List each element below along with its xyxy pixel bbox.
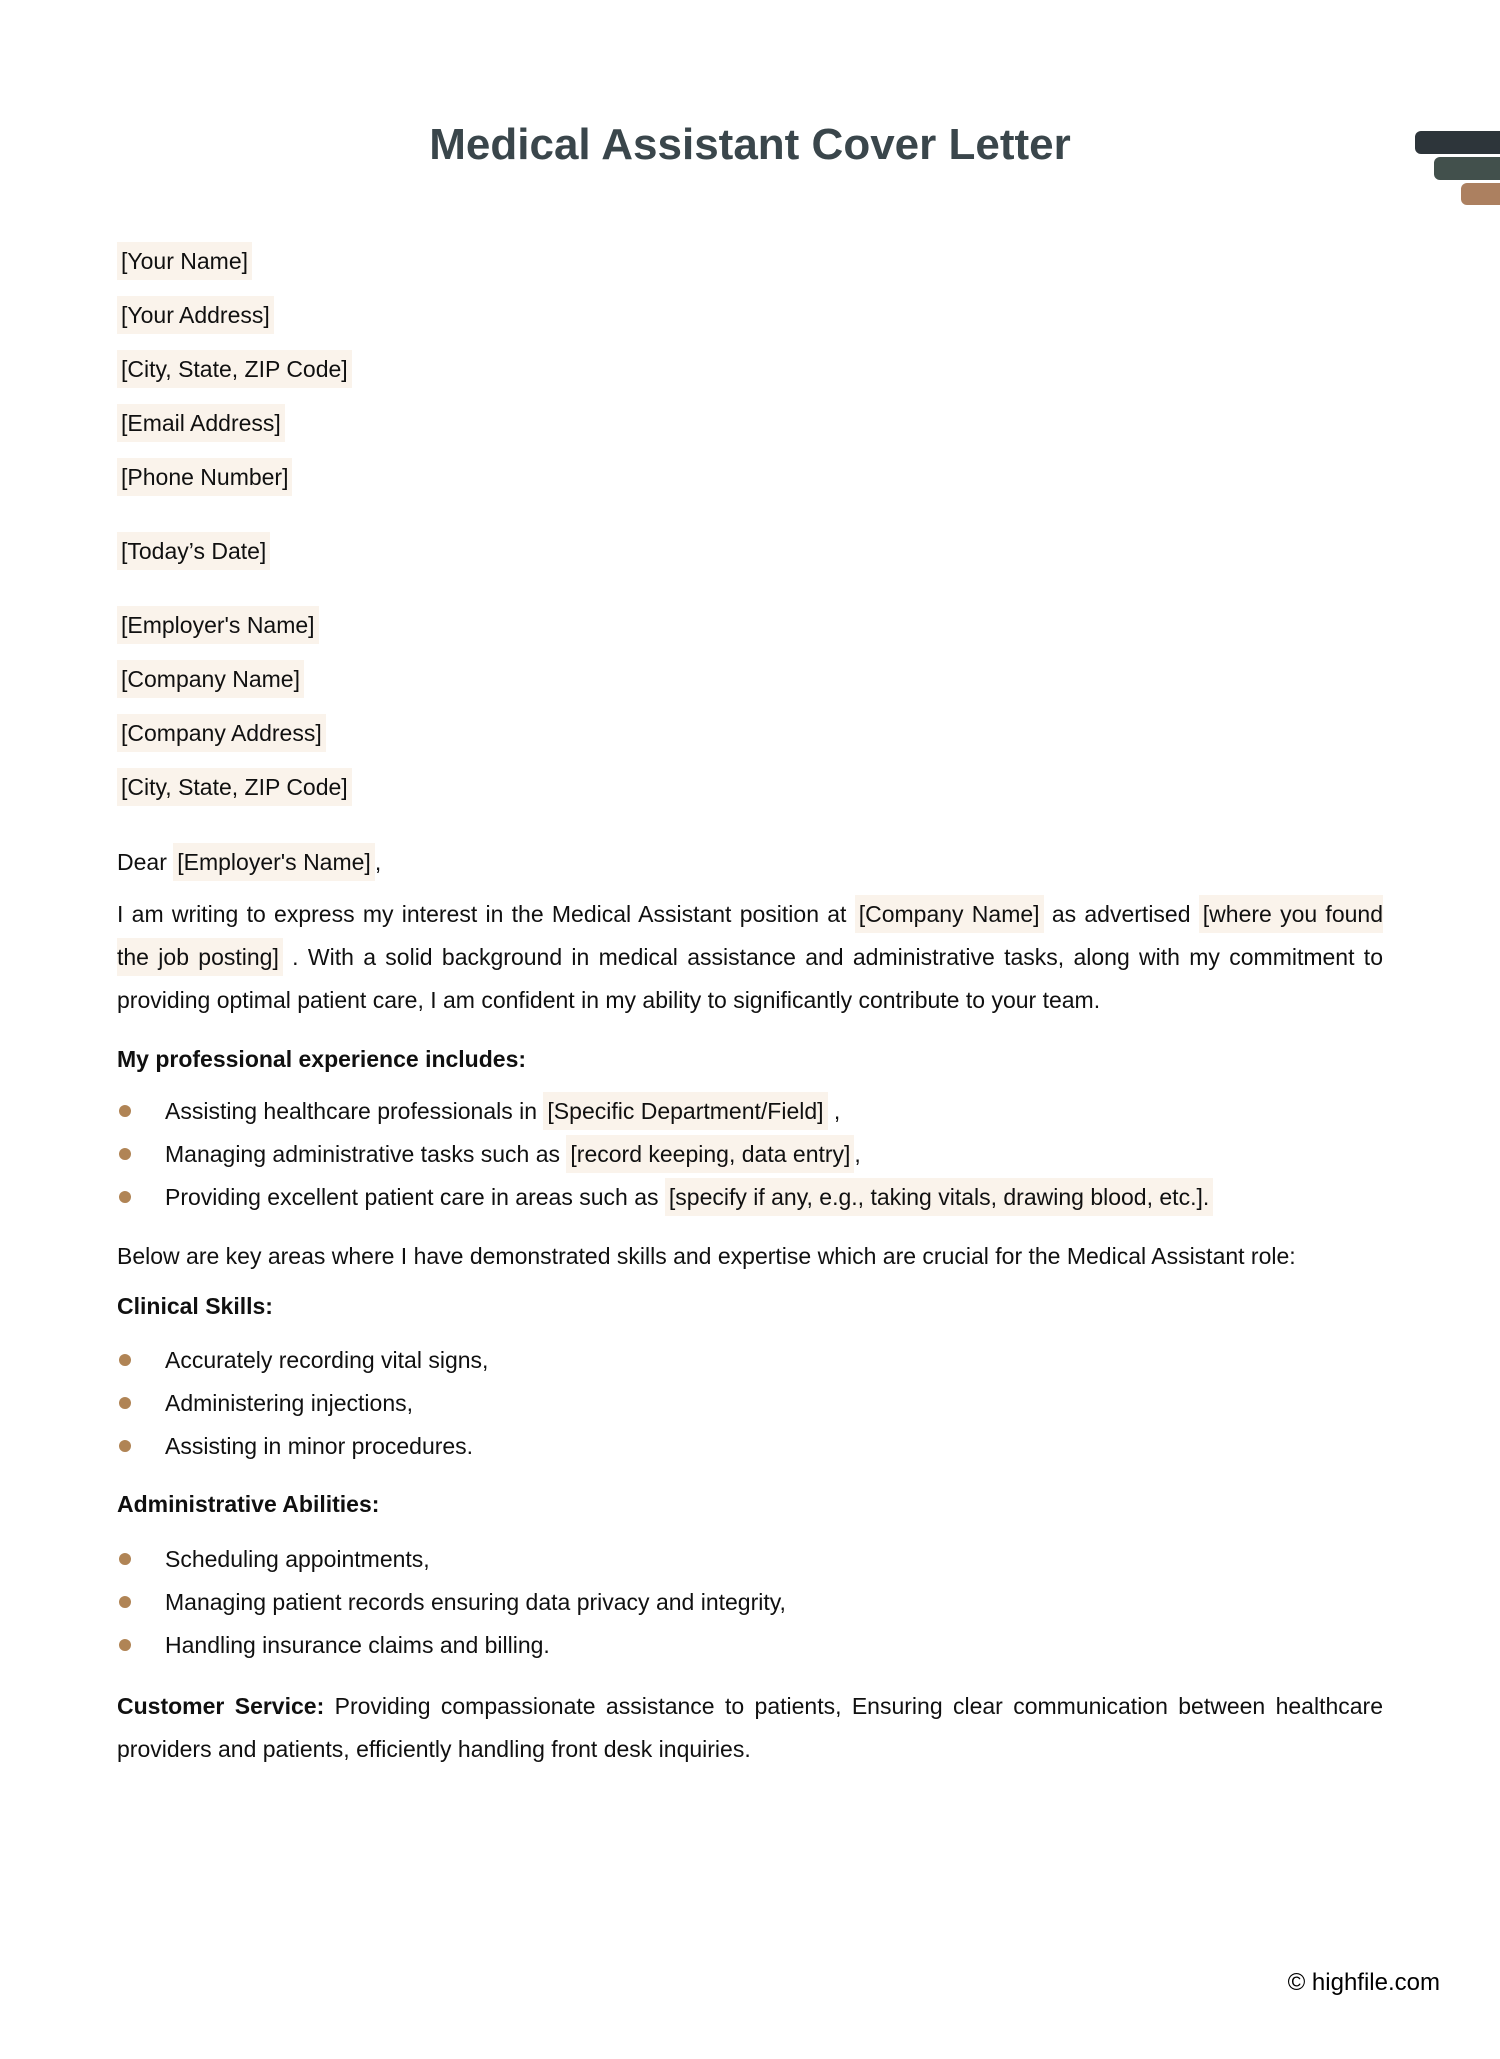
sender-city-line (117, 348, 1383, 391)
list-item (117, 1581, 1383, 1624)
placeholder-highlight: [Employer's Name] (117, 606, 319, 644)
intro-text: . With a solid background in medical assistance and administrative tasks, along with my commitment to providing optimal patient care, I am confident in my ability to significantly contribute to your team. (117, 944, 1383, 1013)
sender-name-line (117, 240, 1383, 283)
bullet-text: Managing administrative tasks such as (165, 1141, 567, 1167)
experience-bullet-list (117, 1090, 1383, 1219)
placeholder-highlight: [City, State, ZIP Code] (117, 350, 352, 388)
clinical-skills-list (117, 1339, 1383, 1468)
bullet-dot-icon (119, 1191, 131, 1203)
bullet-dot-icon (119, 1105, 131, 1117)
customer-service-label: Customer Service: (117, 1693, 325, 1719)
bullet-dot-icon (119, 1639, 131, 1651)
placeholder-highlight: [Specific Department/Field] (543, 1092, 827, 1130)
placeholder-highlight: [Email Address] (117, 404, 285, 442)
administrative-abilities-list (117, 1538, 1383, 1667)
bullet-dot-icon (119, 1397, 131, 1409)
letter-body (0, 240, 1500, 1771)
bullet-text: Handling insurance claims and billing. (165, 1632, 550, 1658)
list-item (117, 1339, 1383, 1382)
sender-address-line (117, 294, 1383, 337)
clinical-skills-header: Clinical Skills: (117, 1293, 273, 1319)
customer-service-text: Providing compassionate assistance to patients, Ensuring clear communication between healthcare providers and patients, efficiently handling front desk inquiries. (117, 1693, 1384, 1762)
highfile-logo (0, 118, 1500, 218)
employer-name-line (117, 604, 1383, 647)
salutation-suffix: , (374, 849, 382, 875)
company-name-line (117, 658, 1383, 701)
list-item (117, 1090, 1383, 1133)
footer-credit: © highfile.com (1287, 1969, 1440, 1996)
intro-text: as advertised (1043, 901, 1199, 927)
placeholder-highlight: [Company Name] (855, 895, 1044, 933)
bullet-text: Administering injections, (165, 1390, 414, 1416)
bullet-text: Assisting healthcare professionals in (165, 1098, 544, 1124)
bullet-dot-icon (119, 1440, 131, 1452)
list-item (117, 1538, 1383, 1581)
placeholder-highlight: [specify if any, e.g., taking vitals, drawing blood, etc.]. (665, 1178, 1213, 1216)
experience-section-header: My professional experience includes: (117, 1046, 527, 1072)
placeholder-highlight: [Employer's Name] (173, 843, 375, 881)
bullet-dot-icon (119, 1148, 131, 1160)
list-item (117, 1133, 1383, 1176)
salutation-line (117, 841, 1383, 884)
placeholder-highlight: [Today’s Date] (117, 532, 270, 570)
bullet-text: Providing excellent patient care in areas such as (165, 1184, 665, 1210)
skills-intro-paragraph: Below are key areas where I have demonstrated skills and expertise which are crucial for the Medical Assistant role: (117, 1243, 1296, 1269)
placeholder-highlight: [where you found the job posting] (117, 895, 1383, 976)
placeholder-highlight: [Phone Number] (117, 458, 292, 496)
recipient-address-block (117, 604, 1383, 809)
bullet-text: Assisting in minor procedures. (165, 1433, 474, 1459)
intro-text: I am writing to express my interest in the Medical Assistant position at (117, 901, 855, 927)
page-title: Medical Assistant Cover Letter (429, 120, 1071, 169)
bullet-text: Accurately recording vital signs, (165, 1347, 489, 1373)
placeholder-highlight: [Your Name] (117, 242, 252, 280)
placeholder-highlight: [record keeping, data entry] (566, 1135, 854, 1173)
placeholder-highlight: [Company Name] (117, 660, 304, 698)
list-item (117, 1624, 1383, 1667)
bullet-dot-icon (119, 1354, 131, 1366)
bullet-text: , (854, 1141, 861, 1167)
list-item (117, 1382, 1383, 1425)
sender-email-line (117, 402, 1383, 445)
logo-bar-brown (1461, 183, 1500, 205)
company-city-line (117, 766, 1383, 809)
logo-bar-slate (1434, 157, 1500, 180)
placeholder-highlight: [City, State, ZIP Code] (117, 768, 352, 806)
bullet-dot-icon (119, 1596, 131, 1608)
intro-paragraph (117, 893, 1383, 1022)
date-line (117, 530, 1383, 573)
company-address-line (117, 712, 1383, 755)
sender-address-block (117, 240, 1383, 499)
bullet-text: , (827, 1098, 841, 1124)
list-item (117, 1176, 1383, 1219)
placeholder-highlight: [Company Address] (117, 714, 326, 752)
list-item (117, 1425, 1383, 1468)
bullet-dot-icon (119, 1553, 131, 1565)
bullet-text: Scheduling appointments, (165, 1546, 430, 1572)
sender-phone-line (117, 456, 1383, 499)
salutation-prefix: Dear (117, 849, 174, 875)
placeholder-highlight: [Your Address] (117, 296, 274, 334)
bullet-text: Managing patient records ensuring data privacy and integrity, (165, 1589, 786, 1615)
administrative-abilities-header: Administrative Abilities: (117, 1491, 380, 1517)
logo-bar-dark (1415, 131, 1500, 154)
customer-service-paragraph (117, 1685, 1383, 1771)
